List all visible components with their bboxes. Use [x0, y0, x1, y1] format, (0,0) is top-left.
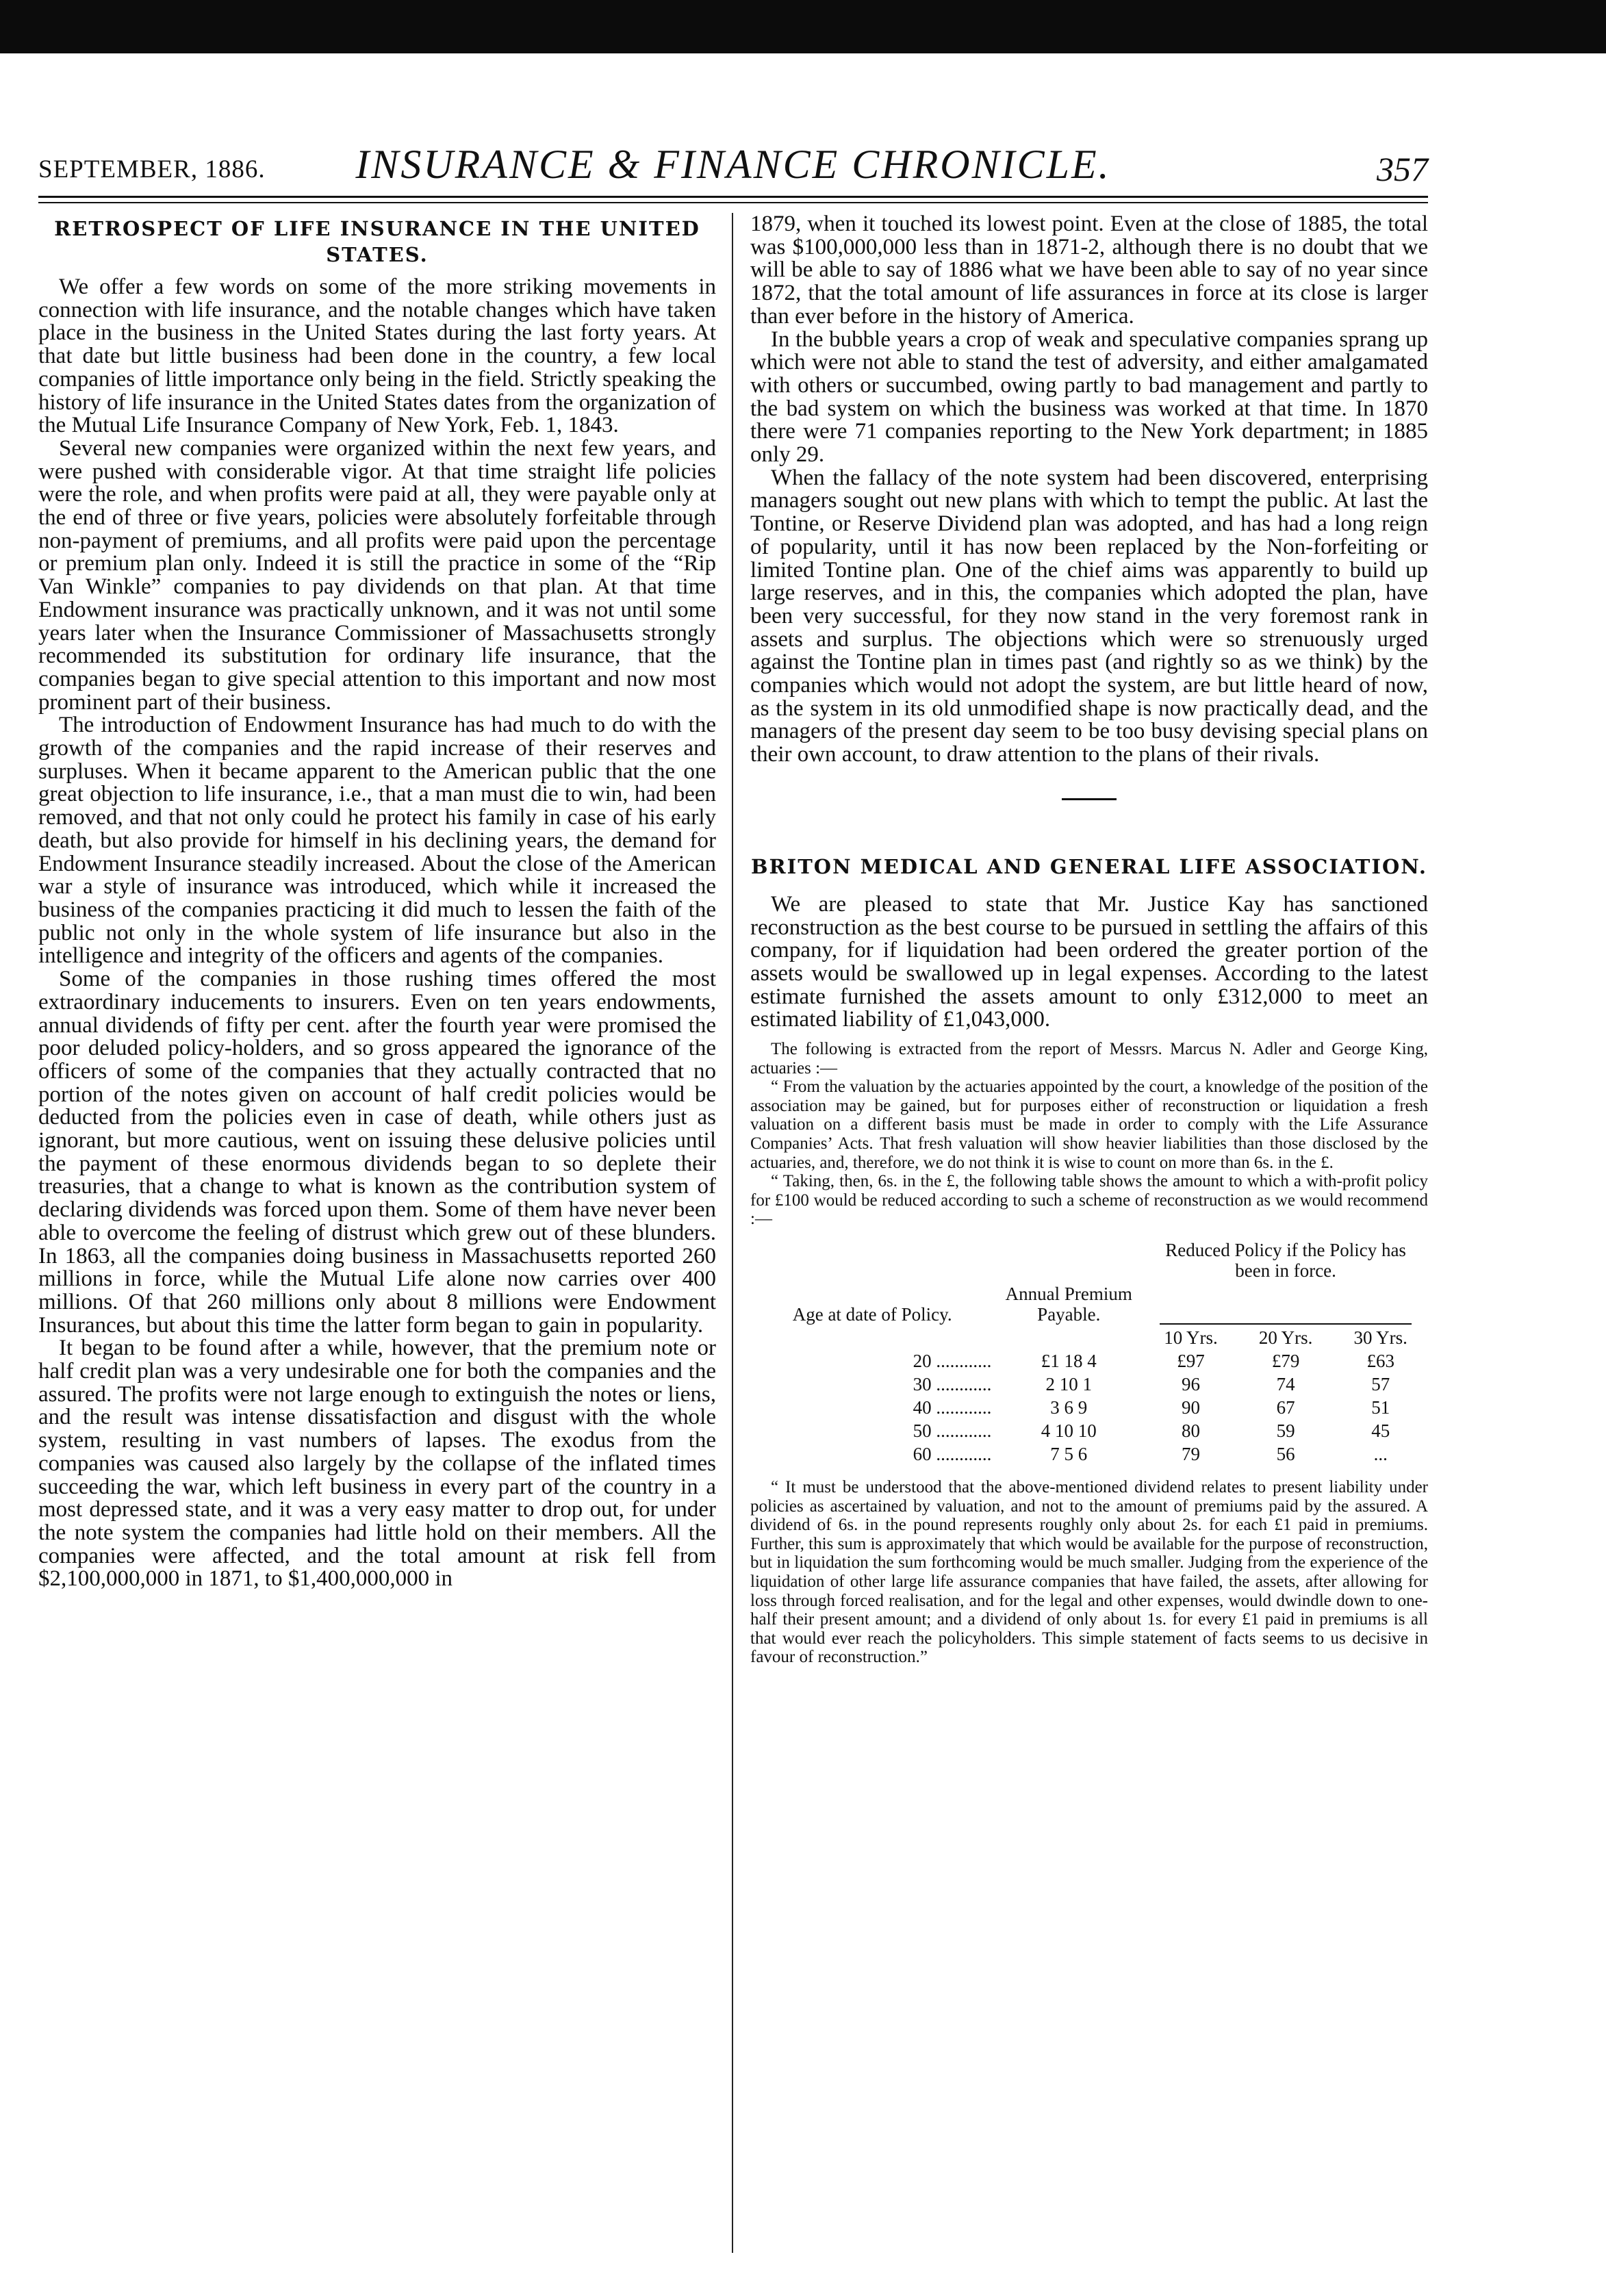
value-cell: 45	[1371, 1420, 1390, 1442]
paragraph: Several new companies were organized within the next few years, and were pushed with considerable vigor. At that time straight life policies were the role, and when profits were paid at all, they were payable only at the end of three or five years, policies were absolutely forfeitable through non-payment of premiums, and all profits were paid upon the percentage or premium plan only. Indeed it is still the practice in some of the “Rip Van Winkle” companies to pay dividends on that plan. At that time Endowment insurance was practically unknown, and it was not until some years later when the Insurance Commissioner of Massachusetts strongly recommended its substitution for ordinary life insurance, that the companies began to give special attention to this important and now most prominent part of their business.	[38, 435, 716, 715]
premium-cell: 7 5 6	[1050, 1444, 1088, 1465]
value-cell: 56	[1276, 1444, 1295, 1465]
paragraph: In the bubble years a crop of weak and speculative companies sprang up which were not able to stand the test of adversity, and either amalgamated with others or succumbed, owing partly to bad management and partly to the bad system on which the business was worked at that time. In 1870 there were 71 companies reporting to the New York department; in 1885 only 29.	[750, 327, 1428, 468]
value-cell: 90	[1181, 1397, 1200, 1418]
value-cell: 57	[1371, 1374, 1390, 1395]
value-cell: £63	[1366, 1351, 1394, 1372]
age-cell: 20 ............	[913, 1351, 992, 1372]
table-row	[750, 1373, 1428, 1396]
header-brace	[1160, 1318, 1412, 1325]
small-paragraph: “ Taking, then, 6s. in the £, the following table shows the amount to which a with-profit policy for £100 would be reduced according to such a scheme of reconstruction as we would recommend :—	[750, 1172, 1428, 1229]
small-paragraph: “ It must be understood that the above-mentioned dividend relates to present liability under policies as ascertained by valuation, and not to the amount of premiums paid by the assured. A dividend of 6s. in the pound represents roughly only about 2s. for each £1 paid in premiums. Further, this sum is approximately that which would be available for the purpose of reconstruction, but in liquidation the sum forthcoming would be much smaller. Judging from the experience of the liquidation of other large life assurance companies that have failed, the assets, after allowing for loss through forced realisation, and for the legal and other expenses, would dwindle down to one-half their present amount; and a dividend of only about 1s. for every £1 paid in premiums is all that would ever reach the policyholders. This simple statement of facts seems to us decisive in favour of reconstruction.”	[750, 1478, 1428, 1667]
paragraph: We are pleased to state that Mr. Justice Kay has sanctioned reconstruction as the best course to be pursued in settling the affairs of this company, for if liquidation had been ordered the greater portion of the assets would be swallowed up in legal expenses. According to the latest estimate furnished the assets amount to only £312,000 to meet an estimated liability of £1,043,000.	[750, 891, 1428, 1032]
table-row	[750, 1442, 1428, 1466]
age-cell: 30 ............	[913, 1374, 992, 1395]
table-group-header: Reduced Policy if the Policy has been in force.	[1165, 1240, 1406, 1281]
section-separator	[1062, 798, 1117, 800]
value-cell: 67	[1276, 1397, 1295, 1418]
small-paragraph: The following is extracted from the report of Messrs. Marcus N. Adler and George King, actuaries :—	[750, 1040, 1428, 1077]
issue-date: SEPTEMBER, 1886.	[38, 155, 266, 183]
value-cell: £97	[1177, 1351, 1205, 1372]
table-row	[750, 1419, 1428, 1442]
premium-cell: 4 10 10	[1041, 1420, 1097, 1442]
table-row	[750, 1396, 1428, 1419]
value-cell: 79	[1181, 1444, 1200, 1465]
reduced-policy-table	[750, 1238, 1428, 1466]
article-heading: BRITON MEDICAL AND GENERAL LIFE ASSOCIATION.	[751, 854, 1427, 878]
paragraph: The introduction of Endowment Insurance has had much to do with the growth of the companies and the rapid increase of their reserves and surpluses. When it became apparent to the American public that the one great objection to life insurance, i.e., that a man must die to win, had been removed, and that not only could he protect his family in case of his early death, but also provide for himself in his declining years, the demand for Endowment Insurance steadily increased. About the close of the American war a style of insurance was introduced, which while it increased the business of the companies practicing it did much to lessen the faith of the public not only in the whole system of life insurance but also in the intelligence and integrity of the officers and agents of the companies.	[38, 713, 716, 969]
newspaper-page	[38, 134, 1428, 2253]
columns	[38, 213, 1428, 2253]
paragraph: Some of the companies in those rushing times offered the most extraordinary inducements to insurers. Even on ten years endowments, annual dividends of fifty per cent. after the fourth year were promised the poor deluded policy-holders, and so gross appeared the ignorance of the officers of some of the companies that they actually contracted that no portion of the notes given on account of half credit policies would be deducted from the policies even in case of death, while others just as ignorant, but more cautious, went on issuing these delusive policies until the payment of these enormous dividends began to so deplete their treasuries, that a change to what is known as the contribution system of declaring dividends was forced upon them. Some of them have never been able to overcome the feeling of distrust which grew out of these blunders. In 1863, all the companies doing business in Massachusetts reported 260 millions in force, while the Mutual Life alone now carries over 400 millions. Of that 260 millions only about 8 millions were Endowment Insurances, but about this time the latter form began to gain in popularity.	[38, 967, 716, 1338]
value-cell: 51	[1371, 1397, 1390, 1418]
column-header-10: 10 Yrs.	[1164, 1327, 1218, 1349]
table-row	[750, 1349, 1428, 1373]
small-paragraph: “ From the valuation by the actuaries appointed by the court, a knowledge of the position of the association may be gained, but for purposes either of reconstruction or liquidation a fresh valuation on a different basis must be made in order to comply with the Life Assurance Companies’ Acts. That fresh valuation will show heavier liabilities than those disclosed by the actuaries, and, therefore, we do not think it is wise to count on more than 6s. in the £.	[750, 1077, 1428, 1172]
premium-cell: £1 18 4	[1041, 1351, 1097, 1372]
value-cell: 80	[1181, 1420, 1200, 1442]
value-cell: £79	[1271, 1351, 1300, 1372]
page-header	[38, 134, 1428, 198]
right-column	[750, 213, 1428, 1667]
header-rule	[38, 202, 1428, 203]
column-header-30: 30 Yrs.	[1353, 1327, 1407, 1349]
premium-cell: 3 6 9	[1050, 1397, 1088, 1418]
value-cell: 96	[1181, 1374, 1200, 1395]
page-number: 357	[1377, 150, 1428, 188]
value-cell: ...	[1373, 1444, 1388, 1465]
premium-cell: 2 10 1	[1045, 1374, 1093, 1395]
value-cell: 59	[1276, 1420, 1295, 1442]
age-cell: 50 ............	[913, 1420, 992, 1442]
article-heading: RETROSPECT OF LIFE INSURANCE IN THE UNITED STATES.	[54, 217, 700, 266]
column-header-premium: Annual Premium Payable.	[1005, 1284, 1132, 1325]
age-cell: 60 ............	[913, 1444, 992, 1465]
paragraph: It began to be found after a while, however, that the premium note or half credit plan was a very undesirable one for both the companies and the assured. The profits were not large enough to extinguish the notes or liens, and the result was intense dissatisfaction and disgust with the whole system, resulting in vast numbers of lapses. The exodus from the companies was caused also largely by the collapse of the inflated times succeeding the war, which left business in every part of the country in a most depressed state, and it was a very easy matter to drop out, for under the note system the companies had little hold on their members. All the companies were affected, and the total amount at risk fell from $2,100,000,000 in 1871, to $1,400,000,000 in	[38, 1336, 716, 1592]
column-header-20: 20 Yrs.	[1258, 1327, 1313, 1349]
column-header-age: Age at date of Policy.	[792, 1304, 952, 1325]
scan-top-band	[0, 0, 1606, 53]
publication-title: INSURANCE & FINANCE CHRONICLE.	[355, 142, 1111, 187]
age-cell: 40 ............	[913, 1397, 992, 1418]
left-column	[38, 213, 716, 1591]
paragraph: When the fallacy of the note system had been discovered, enterprising managers sought out new plans with which to tempt the public. At last the Tontine, or Reserve Dividend plan was adopted, and has had a long reign of popularity, until it has now been replaced by the Non-forfeiting or limited Tontine plan. One of the chief aims was apparently to build up large reserves, and in this, the companies which adopted the plan, have been very successful, for they now stand in the very foremost rank in assets and surplus. The objections which were so strenuously urged against the Tontine plan in times past (and rightly so as we think) by the companies which would not adopt the system, are but little heard of now, as the system in its old unmodified shape is now practically dead, and the managers of the present day seem to be too busy devising special plans on their own account, to draw attention to the plans of their rivals.	[750, 465, 1428, 767]
paragraph: We offer a few words on some of the more striking movements in connection with life insurance, and the notable changes which have taken place in the business in the United States during the last forty years. At that date but little business had been done in the country, a few local companies of little importance only being in the field. Strictly speaking the history of life insurance in the United States dates from the organization of the Mutual Life Insurance Company of New York, Feb. 1, 1843.	[38, 275, 716, 438]
value-cell: 74	[1276, 1374, 1295, 1395]
paragraph: 1879, when it touched its lowest point. Even at the close of 1885, the total was $100,000,000 less than in 1871-2, although there is no doubt that we will be able to say of 1886 what we have been able to say of no year since 1872, that the total amount of life assurances in force at its close is larger than ever before in the history of America.	[750, 212, 1428, 329]
column-divider	[732, 213, 733, 2253]
